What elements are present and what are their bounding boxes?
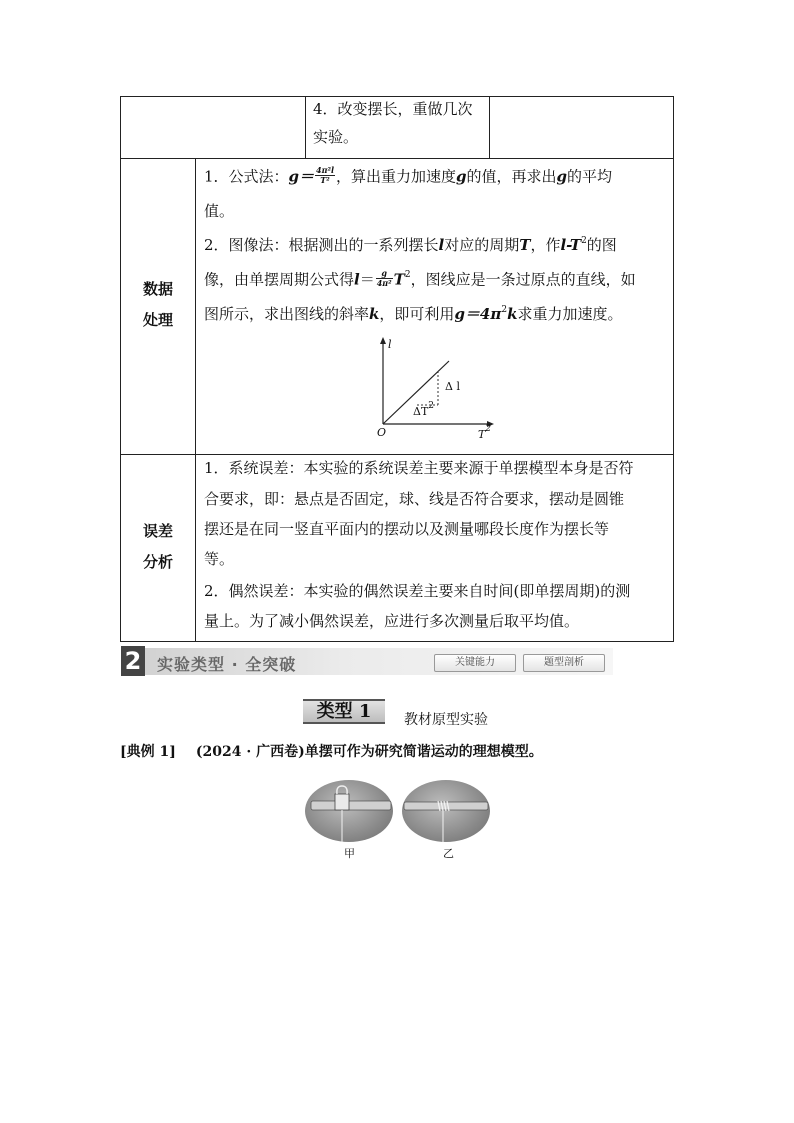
row1-label-line-2: 处理 <box>143 311 174 329</box>
y-axis-arrow <box>380 337 386 344</box>
left-photo <box>305 780 393 842</box>
section-title: 实验类型 · 全突破 <box>157 655 297 674</box>
key-ability-button[interactable]: 关键能力 <box>434 654 516 672</box>
delta-t2-label: $\Delta T^2$ <box>413 401 435 418</box>
example-tag: [典例 1] <box>120 744 176 760</box>
right-photo-caption: 乙 <box>443 847 454 860</box>
error-line-5: 2．偶然误差：本实验的偶然误差主要来自时间(即单摆周期)的测 <box>204 582 631 600</box>
question-analysis-button[interactable]: 题型剖析 <box>523 654 605 672</box>
x-axis-label: $T^2$ <box>478 424 492 441</box>
example-line <box>120 744 543 760</box>
origin-label: O <box>377 426 387 439</box>
row0-line-1: 4．改变摆长，重做几次 <box>313 100 473 118</box>
graph-method-line-3: 图所示，求出图线的斜率k，即可利用$g=4\pi^2k$求重力加速度。 <box>204 305 623 323</box>
clamp-drawing <box>305 780 393 842</box>
row2-label-line-2: 分析 <box>143 553 174 571</box>
delta-l-label: Δ l <box>445 380 460 393</box>
formula-method-line: 1．公式法：g＝ $\frac{\text{4π²l}}{\text{T²}}$ ，算出重力加速度g的值，再求出g的平均 <box>204 165 613 186</box>
row1-label-line-1: 数据 <box>143 280 174 298</box>
rod-wrap-drawing <box>402 780 490 842</box>
type-caption: 教材原型实验 <box>404 712 488 728</box>
example-text: (2024 · 广西卷)单摆可作为研究简谐运动的理想模型。 <box>195 744 543 760</box>
section-number: 2 <box>121 646 145 676</box>
row0-line-2: 实验。 <box>313 128 359 146</box>
graph-method-line-2: 像，由单摆周期公式得l＝ $\frac{g}{\text{4π²}}$ $T^2$，图线应是一条过原点的直线，如 <box>204 268 636 289</box>
type-box: 类型 1 <box>303 699 385 724</box>
error-line-2: 合要求，即：悬点是否固定，球、线是否符合要求，摆动是圆锥 <box>204 490 625 508</box>
row2-label-line-1: 误差 <box>143 522 174 540</box>
graph-method-line-1: 2．图像法：根据测出的一系列摆长l对应的周期T，作$l-T^2$的图 <box>204 236 617 254</box>
right-photo <box>402 780 490 842</box>
error-line-4: 等。 <box>204 550 235 568</box>
y-axis-label: l <box>388 338 392 351</box>
error-line-6: 量上。为了减小偶然误差，应进行多次测量后取平均值。 <box>204 612 580 630</box>
formula-method-line-2: 值。 <box>204 202 235 220</box>
error-line-1: 1．系统误差：本实验的系统误差主要来源于单摆模型本身是否符 <box>204 459 634 477</box>
error-line-3: 摆还是在同一竖直平面内的摆动以及测量哪段长度作为摆长等 <box>204 520 610 538</box>
left-photo-caption: 甲 <box>344 847 355 860</box>
